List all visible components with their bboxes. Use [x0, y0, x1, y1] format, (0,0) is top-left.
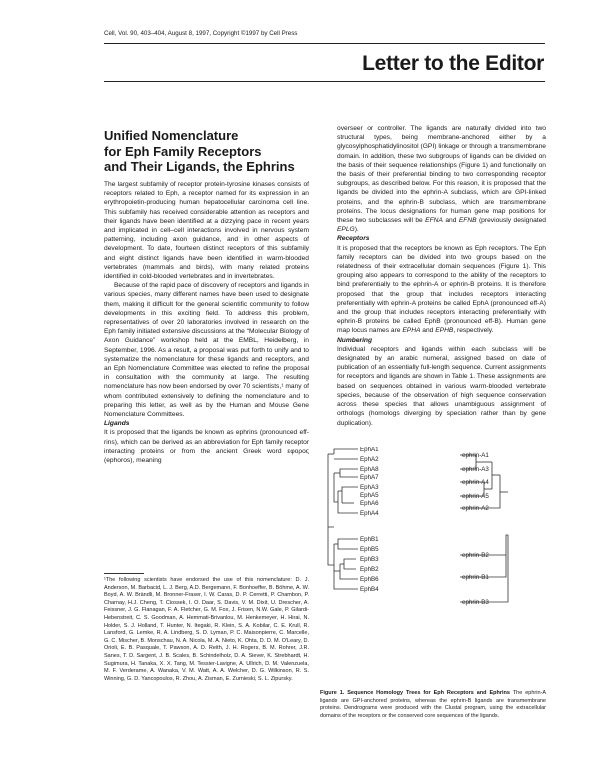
caption-text: The ephrin-A ligands are GPI-anchored proteins, whereas the ephrin-B ligands are transmembrane proteins. Dendrograms were produced with the Clustal program, using the extracellular domains of the receptors or the conserved core sequences of the ligands. — [320, 690, 547, 719]
receptor-label-epha1: EphA1 — [360, 447, 379, 453]
paragraph-history: Because of the rapid pace of discovery of receptors and ligands in various species, many different names have been used to designate them, making it difficult for the general scientific community to follow developments in this exciting field. To address this problem, representatives of over 20 laboratories involved in research on the Eph family initiated extensive discussions at the “Molecular Biology of Axon Guidance” workshop held at the EMBL, Heidelberg, in September, 1996. As a result, a proposal was put forth to unify and to systematize the nomenclature for these ligands and receptors, and an Eph Nomenclature Committee was elected to refine the proposal in consultation with the community at large. The resulting nomenclature has now been endorsed by over 70 scientists,¹ many of whom contributed extensively to defining the nomenclature and to preparing this letter, as well as by the Human and Mouse Gene Nomenclature Committees. — [104, 282, 309, 419]
paragraph-ligand-types — [337, 124, 546, 234]
figure-caption — [320, 690, 546, 720]
receptor-label-ephb1: EphB1 — [360, 536, 379, 543]
right-column — [337, 124, 546, 428]
ligand-label-ephrin-a3: ephrin-A3 — [462, 466, 489, 473]
receptor-label-epha3: EphA3 — [360, 484, 379, 491]
receptor-label-epha2: EphA2 — [360, 456, 379, 463]
ligand-label-ephrin-a4: ephrin-A4 — [462, 479, 489, 486]
paragraph-receptors — [337, 244, 546, 336]
title-line-1: Unified Nomenclature — [104, 128, 239, 143]
receptor-labels — [360, 447, 379, 593]
respectively: , respectively. — [453, 327, 494, 335]
locus-eplg: EPLG — [337, 226, 355, 234]
ligand-label-ephrin-b1: ephrin-B1 — [462, 574, 489, 581]
conj-and-2: and — [420, 327, 436, 335]
ligand-label-ephrin-a1: ephrin-A1 — [462, 452, 489, 459]
receptor-label-epha8: EphA8 — [360, 466, 379, 473]
receptor-label-ephb3: EphB3 — [360, 556, 379, 563]
ligand-types-text: overseer or controller. The ligands are naturally divided into two structural types, being membrane-anchored either by a glycosylphosphatidylinositol (GPI) linkage or through a transmembrane domain. In addition, these two subgroups of ligands can be divided on the basis of their sequence relationships (Figure 1) and functionally on the basis of their preferential binding to two corresponding receptor subgroups, as described below. For this reason, it is proposed that the ligands be divided into the ephrin-A subclass, which are GPI-linked proteins, and the ephrin-B subclass, which are transmembrane proteins. The locus designations for human gene map positions for these two subclasses will be — [337, 125, 546, 225]
paren-end: ). — [354, 226, 359, 234]
subhead-receptors: Receptors — [337, 235, 370, 243]
ligand-label-ephrin-b2: ephrin-B2 — [462, 552, 489, 559]
locus-ephb: EPHB — [435, 327, 454, 335]
title-line-3: and Their Ligands, the Ephrins — [104, 159, 295, 174]
receptor-label-epha5: EphA5 — [360, 492, 379, 499]
left-column — [104, 180, 309, 465]
ligand-label-ephrin-a5: ephrin-A5 — [462, 493, 489, 500]
receptor-label-epha4: EphA4 — [360, 510, 379, 517]
receptor-label-epha7: EphA7 — [360, 474, 379, 481]
figure-homology-trees — [320, 447, 545, 647]
prev-designated: (previously designated — [476, 217, 546, 225]
journal-citation: Cell, Vol. 90, 403–404, August 8, 1997, Copyright ©1997 by Cell Press — [104, 30, 298, 37]
section-title: Letter to the Editor — [362, 52, 544, 75]
caption-title: Figure 1. Sequence Homology Trees for Eph Receptors and Ephrins — [320, 690, 510, 696]
locus-efna: EFNA — [425, 217, 443, 225]
receptor-label-epha6: EphA6 — [360, 500, 379, 507]
subhead-ligands: Ligands — [104, 420, 130, 428]
ligand-labels — [462, 452, 489, 606]
receptor-dendrogram — [328, 449, 358, 589]
conj-and: and — [442, 217, 459, 225]
footnote-endorsers: ¹The following scientists have endorsed the use of this nomenclature: D. J. Anderson, M. Barbacid, L. J. Berg, A.D. Bergemann, F. Bonhoeffer, B. Böhme, A. W. Boyd, A. W. Brändli, M. Bronner-Fraser, I. W. Caras, D. P. Cerretti, P. Chambon, P. Charnay, H.J. Cheng, T. Ciossek, I. O. Daar, S. Davis, V. M. Dixit, U. Drescher, A. Feissner, J. G. Flanagan, F. A. Fletcher, G. M. Fox, J. Frisen, N.W. Gale, P. Gilardi-Hebenstreit, C. S. Goodman, A. Hemmati-Brivanlou, M. Henkemeyer, H. Hirai, N. Holder, S. J. Holland, T. Hunter, N. Itegaki, R. Klein, S. A. Kobilar, C. E. Krull, R. Lansford, G. Lemke, R. A. Lindberg, S. D. Lyman, P. C. Maisonpierre, C. Marcelle, G. C. Mischer, B. Monschau, N. A. Nicola, M. A. Nieto, K. Ohta, D. D. M. O'Leary, D. Orioli, E. B. Pasquale, T. Pawson, A. D. Reith, J. H. Rogers, B. M. Rohrer, J.R. Sanes, T. D. Sargent, J. B. Scales, B. Schindelholz, D. A. Siever, K. Strebhardt, H. Sugimura, H. Tanaka, X. X. Tang, M. Tessier-Lavigne, A. Ullrich, D. M. Valenzuela, M. F. Verderame, A. Wanaka, V. M. Watt, A. A. Welcher, D. G. Wilkinson, R. S. Winning, G. D. Yancopoulos, R. Zhou, A. Zisman, E. Zurnieski, S. L. Zipursky. — [104, 577, 309, 682]
paragraph-numbering: Individual receptors and ligands within each subclass will be designated by an arabic numeral, assigned based on date of publication of an essentially full-length sequence. Current assignments for receptors and ligands are shown in Table 1. These assignments are based on sequences obtained in various warm-blooded vertebrate species, because of the observation of high sequence conservation across these species that allows unambiguous assignment of orthologs (homologs diverging by speciation rather than by gene duplication). — [337, 345, 546, 427]
locus-epha: EPHA — [402, 327, 421, 335]
receptor-label-ephb6: EphB6 — [360, 576, 379, 583]
receptor-label-ephb5: EphB5 — [360, 546, 379, 553]
subhead-numbering: Numbering — [337, 336, 373, 344]
ligand-label-ephrin-a2: ephrin-A2 — [462, 505, 489, 512]
receptors-text: It is proposed that the receptors be known as Eph receptors. The Eph family receptors can be divided into two groups based on the relatedness of their extracellular domain sequences (Figure 1). This grouping also appears to correspond to the ability of the receptors to bind preferentially to the ephrin-A or ephrin-B proteins. It is therefore proposed that the group that includes receptors interacting preferentially with ephrin-A proteins be called EphA (pronounced eff-A) and the group that includes receptors interacting preferentially with ephrin-B proteins be called EphB (pronounced eff-B). Human gene map locus names are — [337, 244, 546, 335]
receptor-label-ephb2: EphB2 — [360, 566, 379, 573]
paragraph-intro: The largest subfamily of receptor protein-tyrosine kinases consists of receptors related to Eph, a receptor named for its expression in an erythropoietin-producing human hepatocellular carcinoma cell line. This subfamily has received considerable attention as receptors and their ligands have been identified at a dizzying pace in recent years and implicated in cell–cell interactions involved in nervous system patterning, including axon guidance, and in other aspects of development. To date, fourteen distinct receptors of this subfamily and eight distinct ligands have been identified in warm-blooded vertebrates (mammals and birds), with many related proteins identified in cold-blooded vertebrates and in invertebrates. — [104, 181, 309, 281]
ligand-label-ephrin-b3: ephrin-B3 — [462, 599, 489, 606]
receptor-label-ephb4: EphB4 — [360, 586, 379, 593]
paragraph-ligands: It is proposed that the ligands be known as ephrins (pronounced eff-rins), which can be derived as an abbreviation for Eph family receptor interacting proteins or from the ancient Greek word εφορος (ephoros), meaning — [104, 429, 309, 465]
article-title — [104, 128, 304, 175]
title-line-2: for Eph Family Receptors — [104, 143, 262, 159]
footnote-rule — [104, 573, 144, 574]
header-rule — [104, 43, 545, 44]
locus-efnb: EFNB — [458, 217, 477, 225]
header-rule-bottom — [104, 81, 545, 82]
